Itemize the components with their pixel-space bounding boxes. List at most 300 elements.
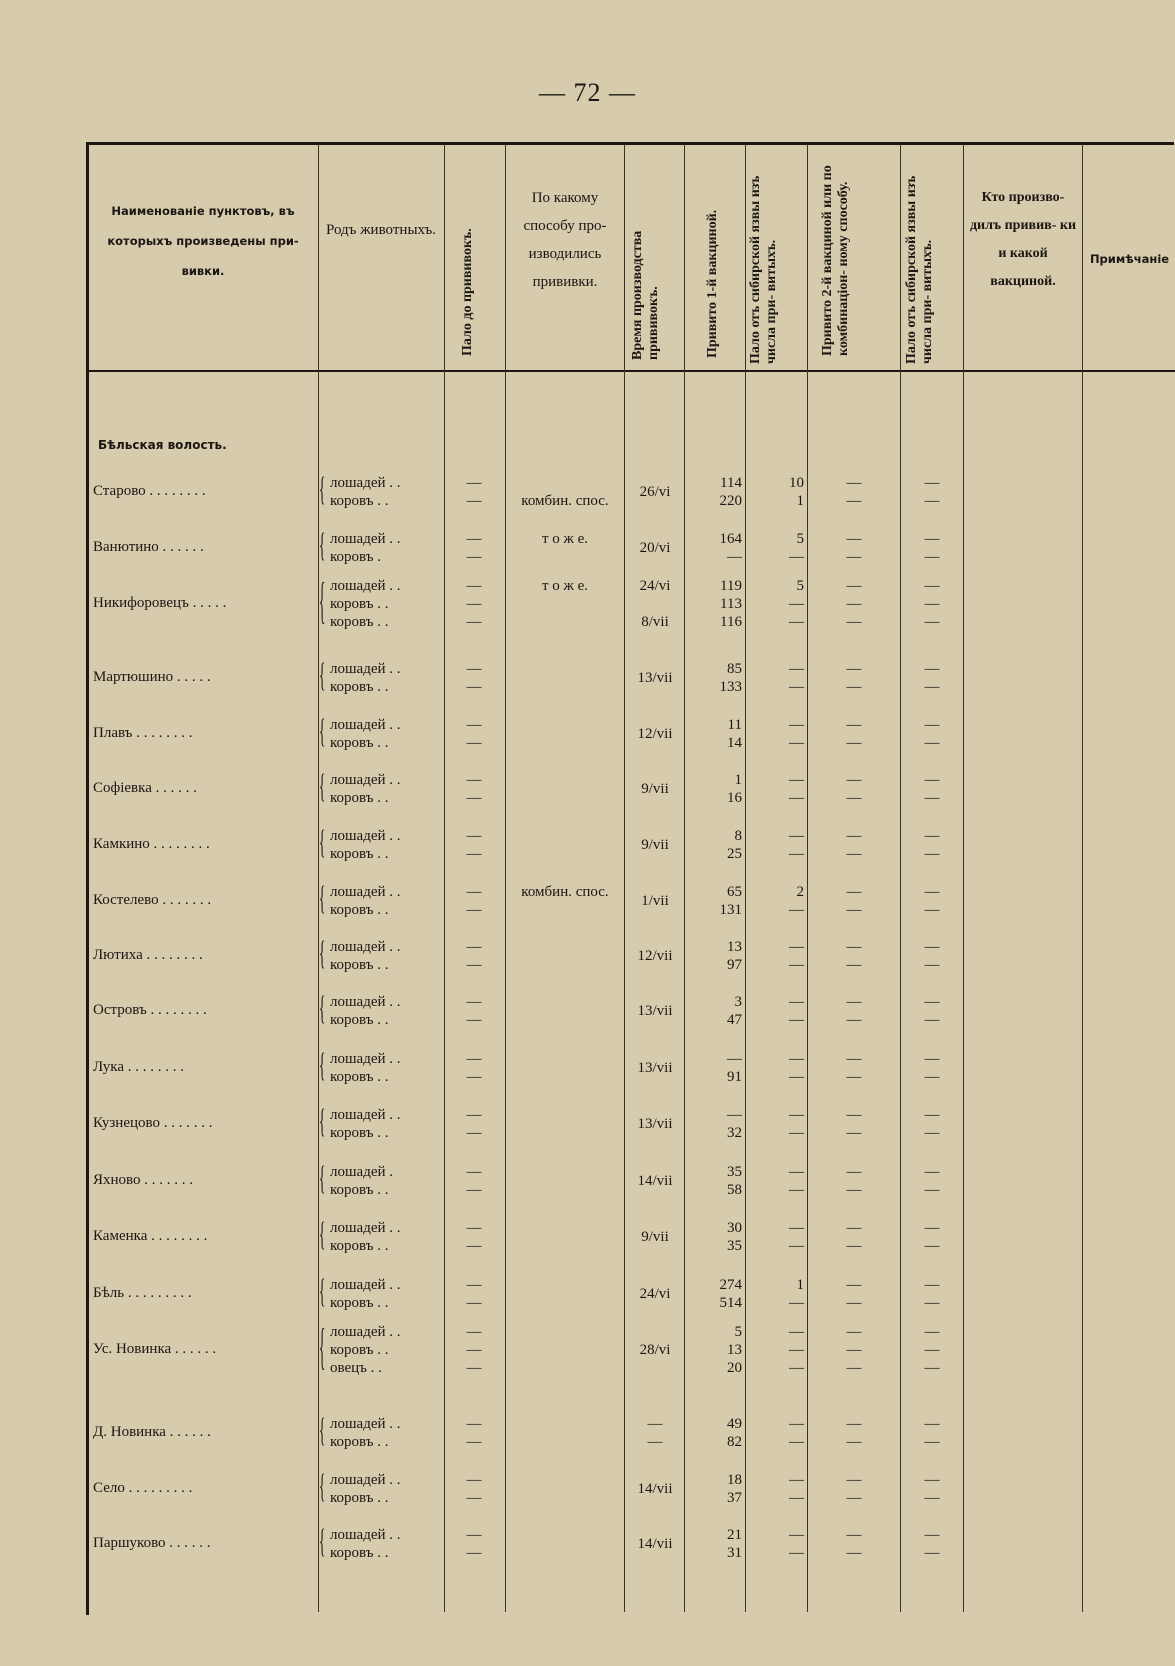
died1-values bbox=[748, 938, 804, 974]
cell-value: 14/vii bbox=[637, 1481, 673, 1497]
cell-value: — bbox=[789, 1220, 804, 1236]
table-row bbox=[0, 1522, 1175, 1562]
cell-value: — bbox=[846, 614, 862, 630]
cell-value: коровъ . . bbox=[330, 957, 389, 973]
vacc1-values bbox=[686, 530, 742, 566]
cell-value: 1 bbox=[796, 1277, 804, 1293]
cell-value: 31 bbox=[727, 1545, 742, 1561]
cell-value: коровъ . . bbox=[330, 1342, 389, 1358]
method-values bbox=[506, 1415, 624, 1433]
cell-value: 10 bbox=[789, 475, 804, 491]
died1-values bbox=[748, 1415, 804, 1451]
section-title: Бѣльская волость. bbox=[98, 438, 227, 452]
died-before-values bbox=[446, 716, 502, 752]
cell-value: 13 bbox=[727, 1342, 742, 1358]
cell-value: лошадей . . bbox=[330, 661, 401, 677]
cell-value: — bbox=[846, 1069, 862, 1085]
cell-value: 13 bbox=[727, 939, 742, 955]
vacc1-values bbox=[686, 1471, 742, 1507]
cell-value bbox=[506, 1323, 624, 1341]
cell-value: — bbox=[789, 1545, 804, 1561]
died2-values bbox=[902, 1323, 962, 1377]
cell-value: 9/vii bbox=[641, 1229, 669, 1245]
cell-value: — bbox=[846, 661, 862, 677]
cell-value: — bbox=[924, 902, 940, 918]
brace-mark: { bbox=[318, 1318, 326, 1375]
brace-mark: { bbox=[318, 1411, 326, 1449]
cell-value: — bbox=[647, 1416, 663, 1432]
cell-value: — bbox=[789, 1051, 804, 1067]
place-name: Камкино . . . . . . . . bbox=[93, 836, 210, 852]
cell-value: — bbox=[466, 1527, 482, 1543]
cell-value: — bbox=[789, 1360, 804, 1376]
died1-values bbox=[748, 1526, 804, 1562]
cell-value: 14 bbox=[727, 735, 742, 751]
method-values bbox=[506, 716, 624, 734]
date-values bbox=[626, 483, 684, 501]
died-before-values bbox=[446, 883, 502, 919]
vacc2-values bbox=[808, 1163, 900, 1199]
died1-values bbox=[748, 1163, 804, 1199]
died2-values bbox=[902, 1219, 962, 1255]
cell-value: — bbox=[924, 1164, 940, 1180]
cell-value: — bbox=[727, 1051, 742, 1067]
died2-values bbox=[902, 660, 962, 696]
cell-value: — bbox=[789, 1490, 804, 1506]
cell-value bbox=[506, 1163, 624, 1181]
cell-value: 35 bbox=[727, 1238, 742, 1254]
cell-value: — bbox=[789, 679, 804, 695]
died1-values bbox=[748, 883, 804, 919]
cell-value: 2 bbox=[796, 884, 804, 900]
cell-value: — bbox=[924, 1125, 940, 1141]
cell-value: — bbox=[789, 994, 804, 1010]
column-divider bbox=[505, 144, 506, 1612]
header-died2: Пало отъ сибирской язвы изъ числа при- витыхъ. bbox=[904, 175, 935, 364]
brace-mark: { bbox=[318, 1272, 326, 1310]
cell-value: — bbox=[924, 1545, 940, 1561]
animal-kinds bbox=[330, 1219, 401, 1255]
cell-value bbox=[506, 993, 624, 1011]
cell-value: — bbox=[846, 1360, 862, 1376]
cell-value: — bbox=[466, 1182, 482, 1198]
cell-value: — bbox=[924, 1051, 940, 1067]
cell-value: — bbox=[789, 828, 804, 844]
cell-value: — bbox=[789, 735, 804, 751]
died-before-values bbox=[446, 1106, 502, 1142]
cell-value: — bbox=[846, 1434, 862, 1450]
cell-value: — bbox=[846, 596, 862, 612]
cell-value: — bbox=[466, 1360, 482, 1376]
cell-value: — bbox=[846, 846, 862, 862]
cell-value: — bbox=[924, 1360, 940, 1376]
cell-value: — bbox=[846, 578, 862, 594]
cell-value: — bbox=[846, 1107, 862, 1123]
header-who: Кто произво- дилъ привив- ки и какой вакциной. bbox=[969, 190, 1077, 289]
date-values bbox=[626, 669, 684, 687]
vacc1-values bbox=[686, 771, 742, 807]
cell-value: коровъ . . bbox=[330, 790, 389, 806]
cell-value: — bbox=[789, 661, 804, 677]
cell-value: 13/vii bbox=[637, 1116, 673, 1132]
place-name: Паршуково . . . . . . bbox=[93, 1535, 211, 1551]
vacc1-values bbox=[686, 1526, 742, 1562]
cell-value: коровъ . . bbox=[330, 679, 389, 695]
died-before-values bbox=[446, 1219, 502, 1255]
died2-values bbox=[902, 827, 962, 863]
cell-value: т о ж е. bbox=[541, 531, 589, 547]
vacc2-values bbox=[808, 1050, 900, 1086]
cell-value: комбин. спос. bbox=[521, 493, 609, 509]
cell-value: — bbox=[924, 735, 940, 751]
cell-value: коровъ . . bbox=[330, 1012, 389, 1028]
cell-value: — bbox=[466, 884, 482, 900]
brace-mark: { bbox=[318, 989, 326, 1027]
cell-value: 21 bbox=[727, 1527, 742, 1543]
cell-value: лошадей . . bbox=[330, 884, 401, 900]
vacc2-values bbox=[808, 1219, 900, 1255]
brace-mark: { bbox=[318, 767, 326, 805]
cell-value bbox=[506, 771, 624, 789]
vacc1-values bbox=[686, 1415, 742, 1451]
died1-values bbox=[748, 993, 804, 1029]
cell-value: 26/vi bbox=[639, 484, 671, 500]
cell-value: — bbox=[924, 596, 940, 612]
cell-value: — bbox=[924, 1527, 940, 1543]
date-values bbox=[626, 725, 684, 743]
cell-value: 11 bbox=[727, 717, 742, 733]
cell-value: — bbox=[924, 475, 940, 491]
date-values bbox=[626, 1228, 684, 1246]
vacc1-values bbox=[686, 474, 742, 510]
died2-values bbox=[902, 1163, 962, 1199]
cell-value: коровъ . . bbox=[330, 735, 389, 751]
cell-value: — bbox=[846, 1125, 862, 1141]
date-values bbox=[626, 836, 684, 854]
cell-value: 5 bbox=[734, 1324, 742, 1340]
animal-kinds bbox=[330, 474, 401, 510]
cell-value: — bbox=[846, 939, 862, 955]
place-name: Село . . . . . . . . . bbox=[93, 1480, 193, 1496]
cell-value: лошадей . . bbox=[330, 1324, 401, 1340]
cell-value: — bbox=[846, 1342, 862, 1358]
died1-values bbox=[748, 530, 804, 566]
header-method: По какому способу про- изводились прививки. bbox=[523, 190, 607, 290]
cell-value: лошадей . . bbox=[330, 717, 401, 733]
cell-value: — bbox=[924, 957, 940, 973]
brace-mark: { bbox=[318, 1522, 326, 1560]
died-before-values bbox=[446, 1471, 502, 1507]
brace-mark: { bbox=[318, 572, 326, 629]
cell-value: — bbox=[466, 828, 482, 844]
cell-value: — bbox=[466, 846, 482, 862]
brace-mark: { bbox=[318, 1159, 326, 1197]
cell-value: 28/vi bbox=[639, 1342, 671, 1358]
date-values bbox=[626, 780, 684, 798]
vacc2-values bbox=[808, 1526, 900, 1562]
cell-value: — bbox=[789, 939, 804, 955]
brace-mark: { bbox=[318, 823, 326, 861]
died1-values bbox=[748, 577, 804, 631]
cell-value: 1 bbox=[796, 493, 804, 509]
brace-mark: { bbox=[318, 1046, 326, 1084]
cell-value: — bbox=[466, 1324, 482, 1340]
cell-value: — bbox=[466, 994, 482, 1010]
column-divider bbox=[684, 144, 685, 1612]
date-values bbox=[626, 1059, 684, 1077]
died-before-values bbox=[446, 1050, 502, 1086]
cell-value: — bbox=[466, 1107, 482, 1123]
method-values bbox=[506, 827, 624, 845]
died2-values bbox=[902, 1526, 962, 1562]
table-row bbox=[0, 1159, 1175, 1199]
cell-value: — bbox=[466, 1295, 482, 1311]
cell-value: — bbox=[924, 846, 940, 862]
cell-value: — bbox=[846, 1490, 862, 1506]
cell-value: — bbox=[846, 1164, 862, 1180]
cell-value: — bbox=[924, 790, 940, 806]
cell-value: 97 bbox=[727, 957, 742, 973]
died-before-values bbox=[446, 938, 502, 974]
cell-value: 24/vi bbox=[639, 578, 671, 594]
cell-value: — bbox=[789, 1125, 804, 1141]
cell-value: комбин. спос. bbox=[521, 884, 609, 900]
method-values bbox=[506, 938, 624, 956]
cell-value: — bbox=[466, 772, 482, 788]
table-row bbox=[0, 572, 1175, 631]
cell-value: 82 bbox=[727, 1434, 742, 1450]
cell-value: — bbox=[466, 1472, 482, 1488]
cell-value: лошадей . . bbox=[330, 994, 401, 1010]
table-row bbox=[0, 1102, 1175, 1142]
cell-value bbox=[506, 827, 624, 845]
cell-value: лошадей . . bbox=[330, 578, 401, 594]
vacc2-values bbox=[808, 827, 900, 863]
died2-values bbox=[902, 530, 962, 566]
cell-value: коровъ . . bbox=[330, 902, 389, 918]
cell-value: — bbox=[466, 578, 482, 594]
vacc2-values bbox=[808, 771, 900, 807]
cell-value: — bbox=[924, 1107, 940, 1123]
cell-value: 58 bbox=[727, 1182, 742, 1198]
brace-mark: { bbox=[318, 470, 326, 508]
cell-value: — bbox=[846, 1472, 862, 1488]
cell-value: 47 bbox=[727, 1012, 742, 1028]
table-row bbox=[0, 526, 1175, 566]
vacc2-values bbox=[808, 530, 900, 566]
cell-value: — bbox=[466, 1164, 482, 1180]
cell-value: — bbox=[466, 596, 482, 612]
died1-values bbox=[748, 827, 804, 863]
vacc1-values bbox=[686, 993, 742, 1029]
header-died1: Пало отъ сибирской язвы изъ числа при- витыхъ. bbox=[748, 175, 779, 364]
vacc1-values bbox=[686, 1050, 742, 1086]
cell-value: лошадей . . bbox=[330, 1051, 401, 1067]
cell-value: — bbox=[924, 661, 940, 677]
brace-mark: { bbox=[318, 934, 326, 972]
brace-mark: { bbox=[318, 1102, 326, 1140]
cell-value: — bbox=[846, 772, 862, 788]
brace-mark: { bbox=[318, 1215, 326, 1253]
table-row bbox=[0, 989, 1175, 1029]
cell-value: — bbox=[846, 735, 862, 751]
cell-value: коровъ . . bbox=[330, 1295, 389, 1311]
cell-value: 13/vii bbox=[637, 1003, 673, 1019]
table-row bbox=[0, 1272, 1175, 1312]
cell-value: — bbox=[466, 790, 482, 806]
cell-value: 16 bbox=[727, 790, 742, 806]
cell-value: — bbox=[924, 531, 940, 547]
cell-value: — bbox=[846, 1051, 862, 1067]
vacc2-values bbox=[808, 660, 900, 696]
cell-value: — bbox=[466, 1434, 482, 1450]
vacc2-values bbox=[808, 1415, 900, 1451]
cell-value: — bbox=[466, 902, 482, 918]
date-values bbox=[626, 1002, 684, 1020]
vacc2-values bbox=[808, 993, 900, 1029]
place-name: Лука . . . . . . . . bbox=[93, 1059, 185, 1075]
died1-values bbox=[748, 1050, 804, 1086]
cell-value: 14/vii bbox=[637, 1536, 673, 1552]
cell-value: — bbox=[924, 1472, 940, 1488]
header-kind: Родъ животныхъ. bbox=[326, 222, 436, 238]
died-before-values bbox=[446, 1526, 502, 1562]
place-name: Ванютино . . . . . . bbox=[93, 539, 204, 555]
cell-value: — bbox=[466, 1069, 482, 1085]
cell-value: — bbox=[789, 957, 804, 973]
cell-value: — bbox=[466, 679, 482, 695]
died-before-values bbox=[446, 474, 502, 510]
place-name: Мартюшино . . . . . bbox=[93, 669, 211, 685]
died-before-values bbox=[446, 1163, 502, 1199]
vacc2-values bbox=[808, 1106, 900, 1142]
cell-value: 49 bbox=[727, 1416, 742, 1432]
table-row bbox=[0, 823, 1175, 863]
place-name: Кузнецово . . . . . . . bbox=[93, 1115, 213, 1131]
cell-value: — bbox=[466, 614, 482, 630]
died2-values bbox=[902, 1106, 962, 1142]
table-row bbox=[0, 1046, 1175, 1086]
cell-value: — bbox=[924, 493, 940, 509]
header-divider bbox=[86, 370, 1175, 372]
died-before-values bbox=[446, 827, 502, 863]
cell-value: — bbox=[466, 717, 482, 733]
vacc2-values bbox=[808, 474, 900, 510]
died-before-values bbox=[446, 1276, 502, 1312]
place-name: Старово . . . . . . . . bbox=[93, 483, 206, 499]
cell-value: коровъ . bbox=[330, 549, 381, 565]
cell-value: — bbox=[846, 957, 862, 973]
place-name: Костелево . . . . . . . bbox=[93, 892, 212, 908]
cell-value: — bbox=[924, 1220, 940, 1236]
cell-value: — bbox=[466, 549, 482, 565]
cell-value: — bbox=[924, 1342, 940, 1358]
animal-kinds bbox=[330, 827, 401, 863]
cell-value: 220 bbox=[719, 493, 742, 509]
cell-value: 14/vii bbox=[637, 1173, 673, 1189]
cell-value: — bbox=[647, 1434, 663, 1450]
cell-value: лошадей . . bbox=[330, 1416, 401, 1432]
brace-mark: { bbox=[318, 879, 326, 917]
cell-value: — bbox=[846, 1182, 862, 1198]
animal-kinds bbox=[330, 993, 401, 1029]
cell-value: — bbox=[924, 717, 940, 733]
cell-value: коровъ . . bbox=[330, 1490, 389, 1506]
method-values bbox=[506, 474, 624, 510]
died2-values bbox=[902, 1471, 962, 1507]
cell-value: — bbox=[924, 549, 940, 565]
cell-value: 85 bbox=[727, 661, 742, 677]
cell-value: 8 bbox=[734, 828, 742, 844]
cell-value: — bbox=[466, 1342, 482, 1358]
cell-value: 5 bbox=[796, 531, 804, 547]
cell-value: 20 bbox=[727, 1360, 742, 1376]
died2-values bbox=[902, 577, 962, 631]
died1-values bbox=[748, 1106, 804, 1142]
method-values bbox=[506, 771, 624, 789]
place-name: Софіевка . . . . . . bbox=[93, 780, 197, 796]
cell-value: — bbox=[846, 679, 862, 695]
vacc1-values bbox=[686, 716, 742, 752]
place-name: Плавъ . . . . . . . . bbox=[93, 725, 193, 741]
cell-value: коровъ . . bbox=[330, 493, 389, 509]
animal-kinds bbox=[330, 530, 401, 566]
method-values bbox=[506, 993, 624, 1011]
table-row bbox=[0, 767, 1175, 807]
cell-value: 13/vii bbox=[637, 1060, 673, 1076]
cell-value: 65 bbox=[727, 884, 742, 900]
cell-value: коровъ . . bbox=[330, 1069, 389, 1085]
animal-kinds bbox=[330, 1106, 401, 1142]
cell-value bbox=[506, 1415, 624, 1433]
cell-value: 24/vi bbox=[639, 1286, 671, 1302]
cell-value: — bbox=[846, 1527, 862, 1543]
cell-value: — bbox=[846, 902, 862, 918]
vacc2-values bbox=[808, 1323, 900, 1377]
vacc1-values bbox=[686, 938, 742, 974]
column-divider bbox=[745, 144, 746, 1612]
header-died-before: Пало до прививокъ. bbox=[460, 228, 475, 356]
cell-value: — bbox=[789, 846, 804, 862]
cell-value: 91 bbox=[727, 1069, 742, 1085]
cell-value bbox=[506, 1219, 624, 1237]
cell-value: 9/vii bbox=[641, 837, 669, 853]
cell-value: — bbox=[466, 493, 482, 509]
cell-value bbox=[506, 1050, 624, 1068]
cell-value: 114 bbox=[720, 475, 742, 491]
cell-value: — bbox=[466, 957, 482, 973]
cell-value: — bbox=[466, 1012, 482, 1028]
cell-value bbox=[506, 938, 624, 956]
cell-value: коровъ . . bbox=[330, 846, 389, 862]
cell-value: — bbox=[466, 1490, 482, 1506]
cell-value: 9/vii bbox=[641, 781, 669, 797]
cell-value: лошадей . . bbox=[330, 1527, 401, 1543]
cell-value: — bbox=[924, 1416, 940, 1432]
cell-value: 274 bbox=[719, 1277, 742, 1293]
cell-value: — bbox=[789, 596, 804, 612]
vacc1-values bbox=[686, 660, 742, 696]
cell-value: — bbox=[924, 772, 940, 788]
cell-value: — bbox=[924, 1295, 940, 1311]
method-values bbox=[506, 1526, 624, 1544]
table-row bbox=[0, 1318, 1175, 1377]
cell-value: — bbox=[466, 475, 482, 491]
cell-value: — bbox=[924, 1277, 940, 1293]
cell-value: — bbox=[466, 1545, 482, 1561]
cell-value: 8/vii bbox=[641, 614, 669, 630]
died1-values bbox=[748, 1471, 804, 1507]
